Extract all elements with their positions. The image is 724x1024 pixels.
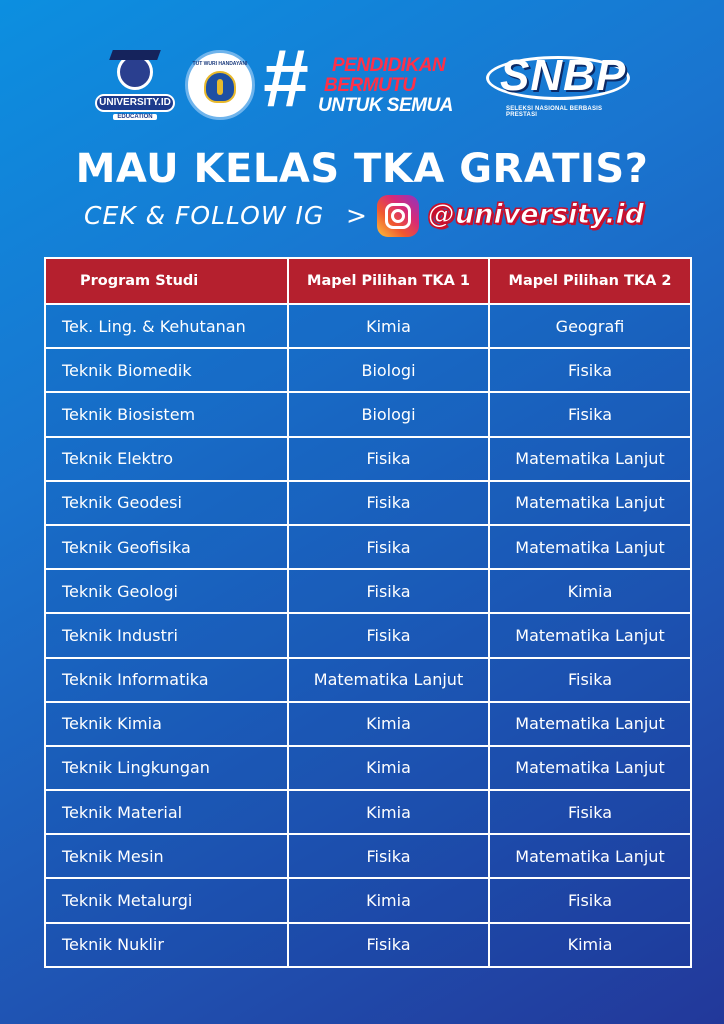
cell-mapel-1: Kimia <box>288 878 489 922</box>
cell-mapel-2: Fisika <box>489 658 691 702</box>
cell-mapel-1: Kimia <box>288 746 489 790</box>
cell-mapel-1: Fisika <box>288 923 489 967</box>
cell-mapel-1: Kimia <box>288 304 489 348</box>
cell-mapel-1: Matematika Lanjut <box>288 658 489 702</box>
cell-program: Teknik Metalurgi <box>45 878 288 922</box>
cell-program: Teknik Lingkungan <box>45 746 288 790</box>
cell-mapel-1: Biologi <box>288 392 489 436</box>
cell-program: Teknik Kimia <box>45 702 288 746</box>
table-row <box>45 348 691 392</box>
cell-program: Teknik Informatika <box>45 658 288 702</box>
graduation-cap-icon <box>109 50 161 60</box>
header-mapel-2: Mapel Pilihan TKA 2 <box>489 258 691 304</box>
cell-mapel-1: Fisika <box>288 437 489 481</box>
header-mapel-1: Mapel Pilihan TKA 1 <box>288 258 489 304</box>
follow-instagram-row <box>0 193 724 241</box>
hashtag-sign: # <box>262 33 308 124</box>
logo-row <box>0 33 724 128</box>
cell-program: Teknik Mesin <box>45 834 288 878</box>
cell-program: Teknik Geofisika <box>45 525 288 569</box>
cell-mapel-1: Biologi <box>288 348 489 392</box>
cell-mapel-2: Geografi <box>489 304 691 348</box>
cell-mapel-2: Matematika Lanjut <box>489 525 691 569</box>
cell-mapel-2: Matematika Lanjut <box>489 437 691 481</box>
cell-mapel-1: Kimia <box>288 790 489 834</box>
cell-mapel-2: Fisika <box>489 348 691 392</box>
table-row <box>45 304 691 348</box>
hashtag-line-2: BERMUTU <box>324 75 416 96</box>
tut-wuri-emblem-icon <box>204 71 236 103</box>
cell-mapel-2: Fisika <box>489 878 691 922</box>
cell-program: Teknik Material <box>45 790 288 834</box>
cell-mapel-1: Fisika <box>288 569 489 613</box>
cell-program: Teknik Biomedik <box>45 348 288 392</box>
cell-program: Tek. Ling. & Kehutanan <box>45 304 288 348</box>
cell-program: Teknik Geodesi <box>45 481 288 525</box>
table-row <box>45 437 691 481</box>
cell-mapel-1: Fisika <box>288 834 489 878</box>
cell-mapel-1: Kimia <box>288 702 489 746</box>
cell-mapel-2: Matematika Lanjut <box>489 702 691 746</box>
table-row <box>45 923 691 967</box>
cell-program: Teknik Biosistem <box>45 392 288 436</box>
cell-program: Teknik Nuklir <box>45 923 288 967</box>
university-id-logo <box>95 50 175 120</box>
cell-mapel-1: Fisika <box>288 525 489 569</box>
cell-mapel-2: Kimia <box>489 923 691 967</box>
table-row <box>45 878 691 922</box>
cell-program: Teknik Elektro <box>45 437 288 481</box>
program-table <box>44 257 692 968</box>
cell-mapel-2: Matematika Lanjut <box>489 746 691 790</box>
table-row <box>45 834 691 878</box>
page-title: MAU KELAS TKA GRATIS? <box>75 146 649 192</box>
cell-program: Teknik Industri <box>45 613 288 657</box>
instagram-handle: @university.id <box>428 199 645 230</box>
cell-program: Teknik Geologi <box>45 569 288 613</box>
instagram-icon <box>377 195 419 237</box>
cell-mapel-1: Fisika <box>288 481 489 525</box>
hashtag-line-3: UNTUK SEMUA <box>318 95 453 116</box>
snbp-sub: SELEKSI NASIONAL BERBASIS PRESTASI <box>506 106 603 118</box>
cell-mapel-2: Matematika Lanjut <box>489 613 691 657</box>
table-row <box>45 613 691 657</box>
cell-mapel-1: Fisika <box>288 613 489 657</box>
hashtag-line-1: PENDIDIKAN <box>332 55 446 76</box>
cell-mapel-2: Kimia <box>489 569 691 613</box>
table-row <box>45 790 691 834</box>
table-row <box>45 525 691 569</box>
table-row <box>45 392 691 436</box>
table-row <box>45 658 691 702</box>
table-row <box>45 569 691 613</box>
header-program-studi: Program Studi <box>45 258 288 304</box>
follow-text: CEK & FOLLOW IG <box>84 201 325 230</box>
tut-wuri-text: TUT WURI HANDAYANI <box>192 61 248 67</box>
chevron-right-icon: > <box>346 201 367 230</box>
snbp-word: SNBP <box>500 51 627 100</box>
hashtag-logo <box>262 33 487 126</box>
university-logo-banner: UNIVERSITY.ID <box>95 94 175 112</box>
table-row <box>45 702 691 746</box>
table-row <box>45 746 691 790</box>
table-row <box>45 481 691 525</box>
cell-mapel-2: Matematika Lanjut <box>489 481 691 525</box>
cell-mapel-2: Fisika <box>489 790 691 834</box>
cell-mapel-2: Matematika Lanjut <box>489 834 691 878</box>
table-header-row <box>45 258 691 304</box>
cell-mapel-2: Fisika <box>489 392 691 436</box>
tut-wuri-handayani-logo <box>185 50 255 120</box>
snbp-logo <box>486 48 632 120</box>
university-logo-sub: EDUCATION <box>113 114 157 120</box>
